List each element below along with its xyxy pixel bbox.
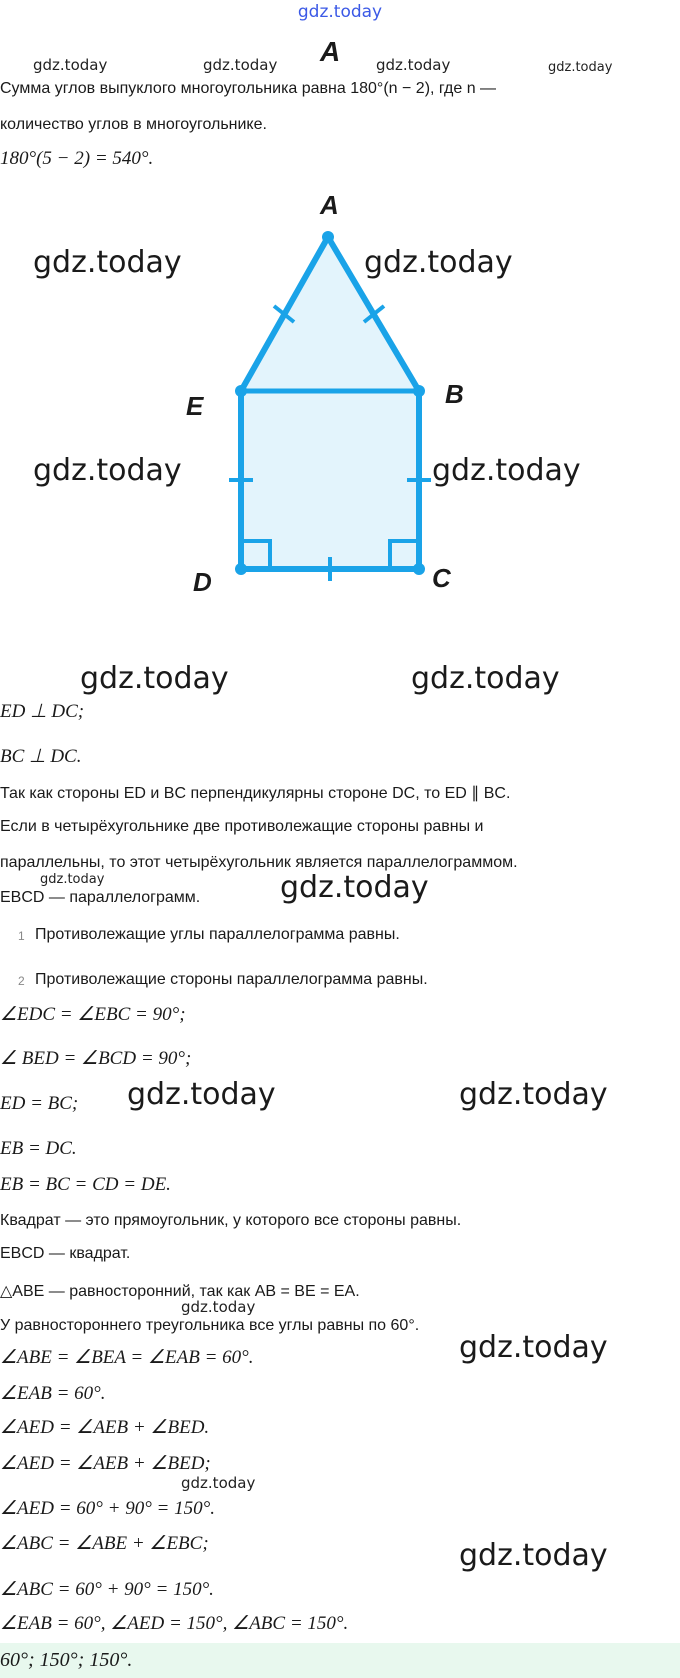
watermark-top: gdz.today bbox=[297, 2, 383, 22]
line-ed-perp-dc: ED ⊥ DC; bbox=[0, 701, 85, 722]
vertex-d bbox=[235, 563, 247, 575]
watermark-inline: gdz.today bbox=[181, 1474, 256, 1492]
line-angles-edc-ebc: ∠EDC = ∠EBC = 90°; bbox=[0, 1004, 186, 1025]
line-abe-equilateral: △ABE — равносторонний, так как AB = BE = EA. bbox=[0, 1283, 360, 1300]
list-number-2: 2 bbox=[18, 974, 25, 988]
watermark-large: gdz.today bbox=[280, 870, 429, 905]
watermark-large: gdz.today bbox=[33, 245, 182, 280]
vertex-e bbox=[235, 385, 247, 397]
list-item-2: Противолежащие стороны параллелограмма равны. bbox=[35, 971, 428, 988]
watermark-large: gdz.today bbox=[33, 453, 182, 488]
line-ed-eq-bc: ED = BC; bbox=[0, 1093, 79, 1114]
line-parallelogram-rule-2: параллельны, то этот четырёхугольник является параллелограммом. bbox=[0, 854, 518, 871]
watermark-large: gdz.today bbox=[80, 661, 229, 696]
watermark-small: gdz.today bbox=[33, 56, 108, 74]
line-eb-eq-dc: EB = DC. bbox=[0, 1138, 77, 1159]
list-item-1: Противолежащие углы параллелограмма равны. bbox=[35, 926, 400, 943]
line-aed-sum-2: ∠AED = ∠AEB + ∠BED; bbox=[0, 1453, 211, 1474]
watermark-large: gdz.today bbox=[127, 1077, 276, 1112]
answer-bar bbox=[0, 1643, 680, 1678]
line-bc-perp-dc: BC ⊥ DC. bbox=[0, 746, 82, 767]
label-c: C bbox=[432, 563, 451, 593]
line-ebcd-parallelogram: EBCD — параллелограмм. bbox=[0, 889, 201, 906]
watermark-large: gdz.today bbox=[364, 245, 513, 280]
line-eab-60: ∠EAB = 60°. bbox=[0, 1383, 106, 1404]
line-parallelogram-rule-1: Если в четырёхугольнике две противолежащие стороны равны и bbox=[0, 818, 484, 835]
line-equilateral-angles: У равностороннего треугольника все углы равны по 60°. bbox=[0, 1317, 420, 1334]
line-ebcd-square: EBCD — квадрат. bbox=[0, 1245, 131, 1262]
answer-text: 60°; 150°; 150°. bbox=[0, 1649, 133, 1671]
label-d: D bbox=[193, 567, 212, 597]
line-parallel-reason: Так как стороны ED и BC перпендикулярны стороне DC, то ED ∥ BC. bbox=[0, 785, 511, 802]
problem-letter: A bbox=[320, 36, 341, 67]
watermark-large: gdz.today bbox=[459, 1538, 608, 1573]
line-summary: ∠EAB = 60°, ∠AED = 150°, ∠ABC = 150°. bbox=[0, 1613, 349, 1634]
pentagon-shape bbox=[241, 237, 419, 569]
line-aed-150: ∠AED = 60° + 90° = 150°. bbox=[0, 1498, 215, 1519]
list-number-1: 1 bbox=[18, 929, 25, 943]
line-angles-bed-bcd: ∠ BED = ∠BCD = 90°; bbox=[0, 1048, 192, 1069]
vertex-b bbox=[413, 385, 425, 397]
label-a: A bbox=[320, 190, 339, 220]
line-all-sides-equal: EB = BC = CD = DE. bbox=[0, 1174, 171, 1195]
watermark-small: gdz.today bbox=[203, 56, 278, 74]
intro-line-2: количество углов в многоугольнике. bbox=[0, 116, 267, 133]
watermark-small: gdz.today bbox=[376, 56, 451, 74]
line-aed-sum: ∠AED = ∠AEB + ∠BED. bbox=[0, 1417, 210, 1438]
intro-formula: 180°(5 − 2) = 540°. bbox=[0, 148, 154, 169]
watermark-large: gdz.today bbox=[459, 1077, 608, 1112]
line-abc-sum: ∠ABC = ∠ABE + ∠EBC; bbox=[0, 1533, 209, 1554]
line-abe-angles: ∠ABE = ∠BEA = ∠EAB = 60°. bbox=[0, 1347, 254, 1368]
vertex-a bbox=[322, 231, 334, 243]
intro-line-1: Сумма углов выпуклого многоугольника равна 180°(n − 2), где n — bbox=[0, 80, 497, 97]
watermark-large: gdz.today bbox=[459, 1330, 608, 1365]
watermark-large: gdz.today bbox=[432, 453, 581, 488]
label-b: B bbox=[445, 379, 464, 409]
line-abc-150: ∠ABC = 60° + 90° = 150°. bbox=[0, 1579, 214, 1600]
watermark-large: gdz.today bbox=[411, 661, 560, 696]
watermark-small: gdz.today bbox=[548, 60, 613, 75]
watermark-inline: gdz.today bbox=[40, 872, 105, 887]
vertex-c bbox=[413, 563, 425, 575]
line-square-definition: Квадрат — это прямоугольник, у которого все стороны равны. bbox=[0, 1212, 462, 1229]
watermark-inline: gdz.today bbox=[181, 1298, 256, 1316]
label-e: E bbox=[186, 391, 204, 421]
